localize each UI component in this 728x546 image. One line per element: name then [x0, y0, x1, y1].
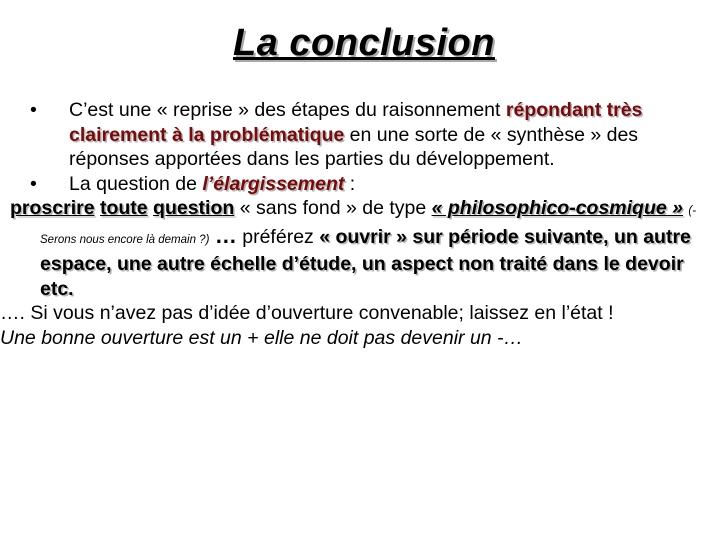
bullet-dot-icon: • — [30, 99, 37, 121]
paragraph-pas-d-idee-text: …. Si vous n’avez pas d’idée d’ouverture convenable; laissez en l’état ! — [0, 302, 614, 324]
aside-note: (-Serons nous encore là demain ?) — [40, 205, 697, 246]
bullet-1-highlight: répondant très clairement à la problématique — [69, 99, 643, 146]
bullet-2-highlight: l’élargissement — [202, 172, 345, 195]
word-proscrire: proscrire — [10, 197, 95, 219]
bullet-2-rest: : — [344, 172, 356, 195]
paragraph-proscrire — [7, 196, 714, 301]
bullet-1-rest: en une sorte de « synthèse » des réponses apportées dans les parties du développement. — [69, 123, 639, 170]
bullet-1-intro: C’est une « reprise » des étapes du raisonnement — [69, 99, 506, 121]
phrase-ouvrir: « ouvrir » sur période suivante, un autre espace, une autre échelle d’étude, un aspect non traité dans le devoir etc. — [40, 225, 691, 300]
ellipsis: … — [214, 222, 237, 248]
paragraph-bonne-ouverture — [0, 326, 714, 351]
word-toute: toute — [99, 197, 148, 219]
paragraph-bonne-ouverture-text: Une bonne ouverture est un + elle ne doit pas devenir un -… — [0, 326, 524, 349]
word-preferez: préférez — [242, 225, 320, 248]
paragraph-pas-d-idee — [0, 301, 714, 326]
bullet-item-elargissement — [30, 172, 714, 197]
phrase-philosophico-cosmique: « philosophico-cosmique » — [431, 197, 683, 219]
slide-content — [0, 98, 714, 350]
bullet-dot-icon: • — [30, 172, 37, 195]
paragraph-proscrire-mid: « sans fond » de type — [234, 197, 432, 219]
bullet-item-reprise — [30, 98, 714, 172]
slide-title: La conclusion — [233, 22, 495, 64]
bullet-2-intro: La question de — [69, 172, 203, 195]
word-question: question — [153, 197, 235, 219]
